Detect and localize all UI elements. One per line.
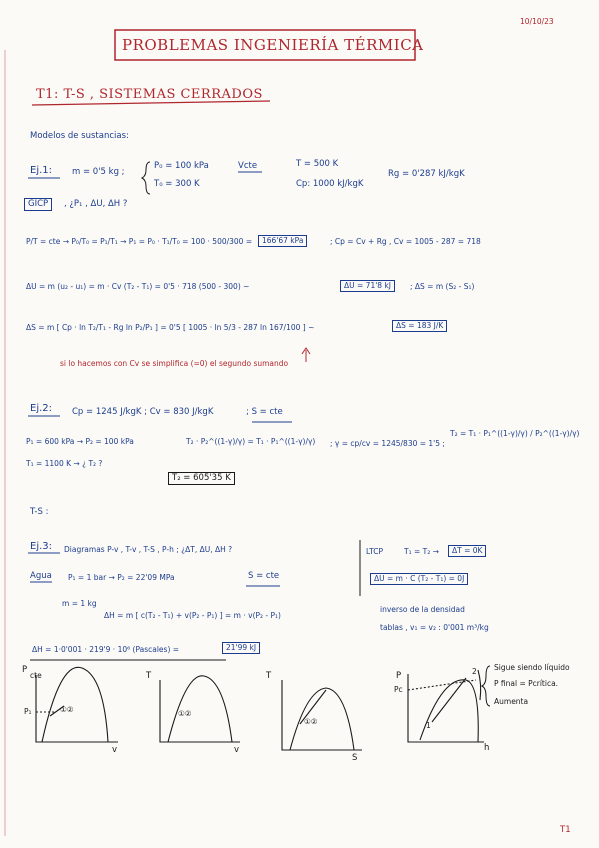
page-subtitle: T1: T-S , SISTEMAS CERRADOS: [36, 87, 263, 102]
ej3-m: m = 1 kg: [62, 599, 97, 608]
ej1-eq1-right: ; Cp = Cv + Rg , Cv = 1005 - 287 = 718: [330, 237, 481, 246]
ej1-t0: T₀ = 300 K: [154, 179, 200, 189]
ej2-gamma: ; γ = cp/cv = 1245/830 = 1'5 ;: [330, 439, 445, 448]
ej3-dh-final-pre: ΔH = 1·0'001 · 219'9 · 10⁶ (Pascales) =: [32, 645, 180, 654]
diagram-note-3: Aumenta: [494, 697, 529, 706]
ej1-note: si lo hacemos con Cv se simplifica (=0) el segundo sumando: [60, 359, 289, 368]
ej2-p1: P₁ = 600 kPa → P₂ = 100 kPa: [26, 437, 134, 446]
pv-diagram: [36, 667, 118, 742]
ej3-agua: Agua: [30, 571, 52, 581]
d4-pt1: 1: [426, 721, 431, 730]
ej3-t1t2: T₁ = T₂ →: [404, 547, 439, 556]
ej1-label: Ej.1:: [30, 165, 53, 176]
d1-p1-label: P₁: [24, 707, 32, 716]
ej3-inv-note: inverso de la densidad: [380, 605, 465, 614]
ej2-relation: T₂ · P₂^((1-γ)/γ) = T₁ · P₁^((1-γ)/γ): [186, 437, 316, 446]
ts-diagram: [282, 680, 362, 750]
ej3-ltcp: LTCP: [366, 547, 384, 556]
page-footer: T1: [560, 825, 571, 835]
d2-y-label: T: [146, 671, 152, 681]
ej2-t1: T₁ = 1100 K → ¿ T₂ ?: [26, 459, 103, 468]
d1-y2-label: cte: [30, 671, 42, 680]
d2-points: ①②: [178, 709, 192, 718]
d3-y-label: T: [266, 671, 272, 681]
ej1-cp: Cp: 1000 kJ/kgK: [296, 179, 364, 189]
d4-y-label: P: [396, 671, 402, 681]
ej1-eq1-result: 166'67 kPa: [258, 235, 307, 247]
ej1-eq1: P/T = cte → P₀/T₀ = P₁/T₁ → P₁ = P₀ · T₁/T₀ = 100 · 500/300 =: [26, 237, 253, 246]
d3-points: ①②: [304, 717, 318, 726]
d4-pc-label: Pc: [394, 685, 403, 694]
ej1-mass: m = 0'5 kg ;: [72, 167, 125, 177]
ej3-label: Ej.3:: [30, 541, 53, 552]
ej1-eq3: ΔS = m [ Cp · ln T₂/T₁ - Rg ln P₂/P₁ ] = 0'5 [ 1005 · ln 5/3 - 287 ln 167/100 ] ~: [26, 323, 315, 332]
ej3-inv-note2: tablas , v₁ = v₂ : 0'001 m³/kg: [380, 623, 489, 632]
diagram-note-1: Sigue siendo líquido: [494, 663, 570, 672]
ej1-eq2-result: ΔU = 71'8 kJ: [340, 280, 395, 292]
ej3-pline: P₁ = 1 bar → P₂ = 22'09 MPa: [68, 573, 175, 582]
ph-diagram: [408, 667, 484, 742]
d3-x-label: S: [352, 753, 358, 763]
ej2-cp: Cp = 1245 J/kgK ; Cv = 830 J/kgK: [72, 407, 214, 417]
page-title: PROBLEMAS INGENIERÍA TÉRMICA: [122, 36, 424, 54]
ej3-dh-final: 21'99 kJ: [222, 642, 260, 654]
ej1-question: , ¿P₁ , ΔU, ΔH ?: [64, 199, 128, 209]
d4-x-label: h: [484, 743, 490, 753]
ej1-eq2-right: ; ΔS = m (S₂ - S₁): [410, 282, 475, 291]
d2-x-label: v: [234, 745, 240, 755]
page-date: 10/10/23: [520, 17, 554, 26]
ej1-process: Vcte: [238, 161, 258, 171]
d1-x-label: v: [112, 745, 118, 755]
ej3-line1: Diagramas P-v , T-v , T-S , P-h ; ¿ΔT, ΔU, ΔH ?: [64, 545, 233, 554]
ts-heading: T-S :: [30, 507, 49, 517]
ej2-label: Ej.2:: [30, 403, 53, 414]
ej1-t: T = 500 K: [296, 159, 339, 169]
tv-diagram: [160, 676, 240, 742]
ej1-eq2: ΔU = m (u₂ - u₁) = m · Cv (T₂ - T₁) = 0'5 · 718 (500 - 300) ~: [26, 282, 250, 291]
ej3-scte: S = cte: [248, 571, 280, 581]
ej3-du: ΔU = m · C (T₂ - T₁) = 0J: [370, 573, 468, 585]
d1-points: ①②: [60, 705, 74, 714]
ej1-p0: P₀ = 100 kPa: [154, 161, 209, 171]
ej2-scte: ; S = cte: [246, 407, 283, 417]
ej2-t2-eq: T₂ = T₁ · P₁^((1-γ)/γ) / P₂^((1-γ)/γ): [450, 429, 580, 438]
ej1-tag: GICP: [24, 198, 52, 211]
ej1-eq3-result: ΔS = 183 J/K: [392, 320, 447, 332]
models-heading: Modelos de sustancias:: [30, 131, 129, 141]
ej2-result: T₂ = 605'35 K: [168, 472, 235, 485]
diagram-note-2: P final = Pcrítica.: [494, 679, 559, 688]
d1-y-label: P: [22, 665, 28, 675]
ej3-dh-line: ΔH = m [ c(T₂ - T₁) + v(P₂ - P₁) ] = m · v(P₂ - P₁): [104, 611, 281, 620]
ej3-dt: ΔT = 0K: [448, 545, 486, 557]
ej1-rg: Rg = 0'287 kJ/kgK: [388, 169, 465, 179]
d4-pt2: 2: [472, 667, 477, 676]
